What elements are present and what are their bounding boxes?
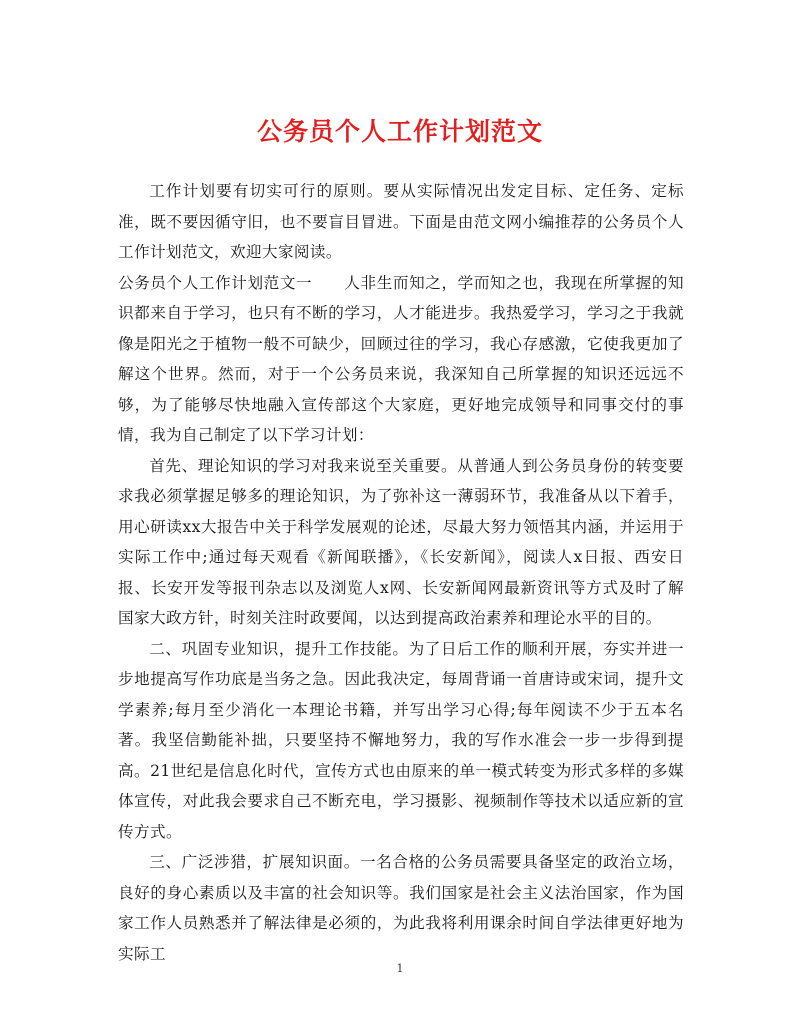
body-paragraph-3: 三、广泛涉猎，扩展知识面。一名合格的公务员需要具备坚定的政治立场，良好的身心素质以及丰富的社会知识等。我们国家是社会主义法治国家，作为国家工作人员熟悉并了解法律是必须的，为此我将利用课余时间自学法律更好地为实际工 (118, 853, 684, 963)
section-heading: 公务员个人工作计划范文一 (118, 273, 313, 292)
body-paragraph-1: 首先、理论知识的学习对我来说至关重要。从普通人到公务员身份的转变要求我必须掌握足够多的理论知识，为了弥补这一薄弱环节，我准备从以下着手，用心研读xx大报告中关于科学发展观的论述，尽最大努力领悟其内涵，并运用于实际工作中;通过每天观看《新闻联播》，《长安新闻》，阅读人x日报、西安日报、长安开发等报刊杂志以及浏览人x网、长安新闻网最新资讯等方式及时了解国家大政方针，时刻关注时政要闻，以达到提高政治素养和理论水平的目的。 (118, 456, 684, 627)
body-paragraph-2: 二、巩固专业知识，提升工作技能。为了日后工作的顺利开展，夯实并进一步地提高写作功底是当务之急。因此我决定，每周背诵一首唐诗或宋词，提升文学素养;每月至少消化一本理论书籍，并写出学习心得;每年阅读不少于五本名著。我坚信勤能补拙，只要坚持不懈地努力，我的写作水准会一步一步得到提高。21世纪是信息化时代，宣传方式也由原来的单一模式转变为形式多样的多媒体宣传，对此我会要求自己不断充电，学习摄影、视频制作等技术以适应新的宣传方式。 (118, 639, 684, 841)
intro-paragraph: 工作计划要有切实可行的原则。要从实际情况出发定目标、定任务、定标准，既不要因循守旧，也不要盲目冒进。下面是由范文网小编推荐的公务员个人工作计划范文，欢迎大家阅读。 (118, 182, 684, 261)
page-number: 1 (396, 962, 404, 975)
section-lead-text: 人非生而知之，学而知之也，我现在所掌握的知识都来自于学习，也只有不断的学习，人才能进步。我热爱学习，学习之于我就像是阳光之于植物一般不可缺少，回顾过往的学习，我心存感激，它使我更加了解这个世界。然而，对于一个公务员来说，我深知自己所掌握的知识还远远不够，为了能够尽快地融入宣传部这个大家庭，更好地完成领导和同事交付的事情，我为自己制定了以下学习计划： (118, 273, 684, 444)
document-title: 公务员个人工作计划范文 (256, 117, 543, 146)
section-paragraph (118, 268, 684, 451)
document-body (118, 176, 684, 969)
